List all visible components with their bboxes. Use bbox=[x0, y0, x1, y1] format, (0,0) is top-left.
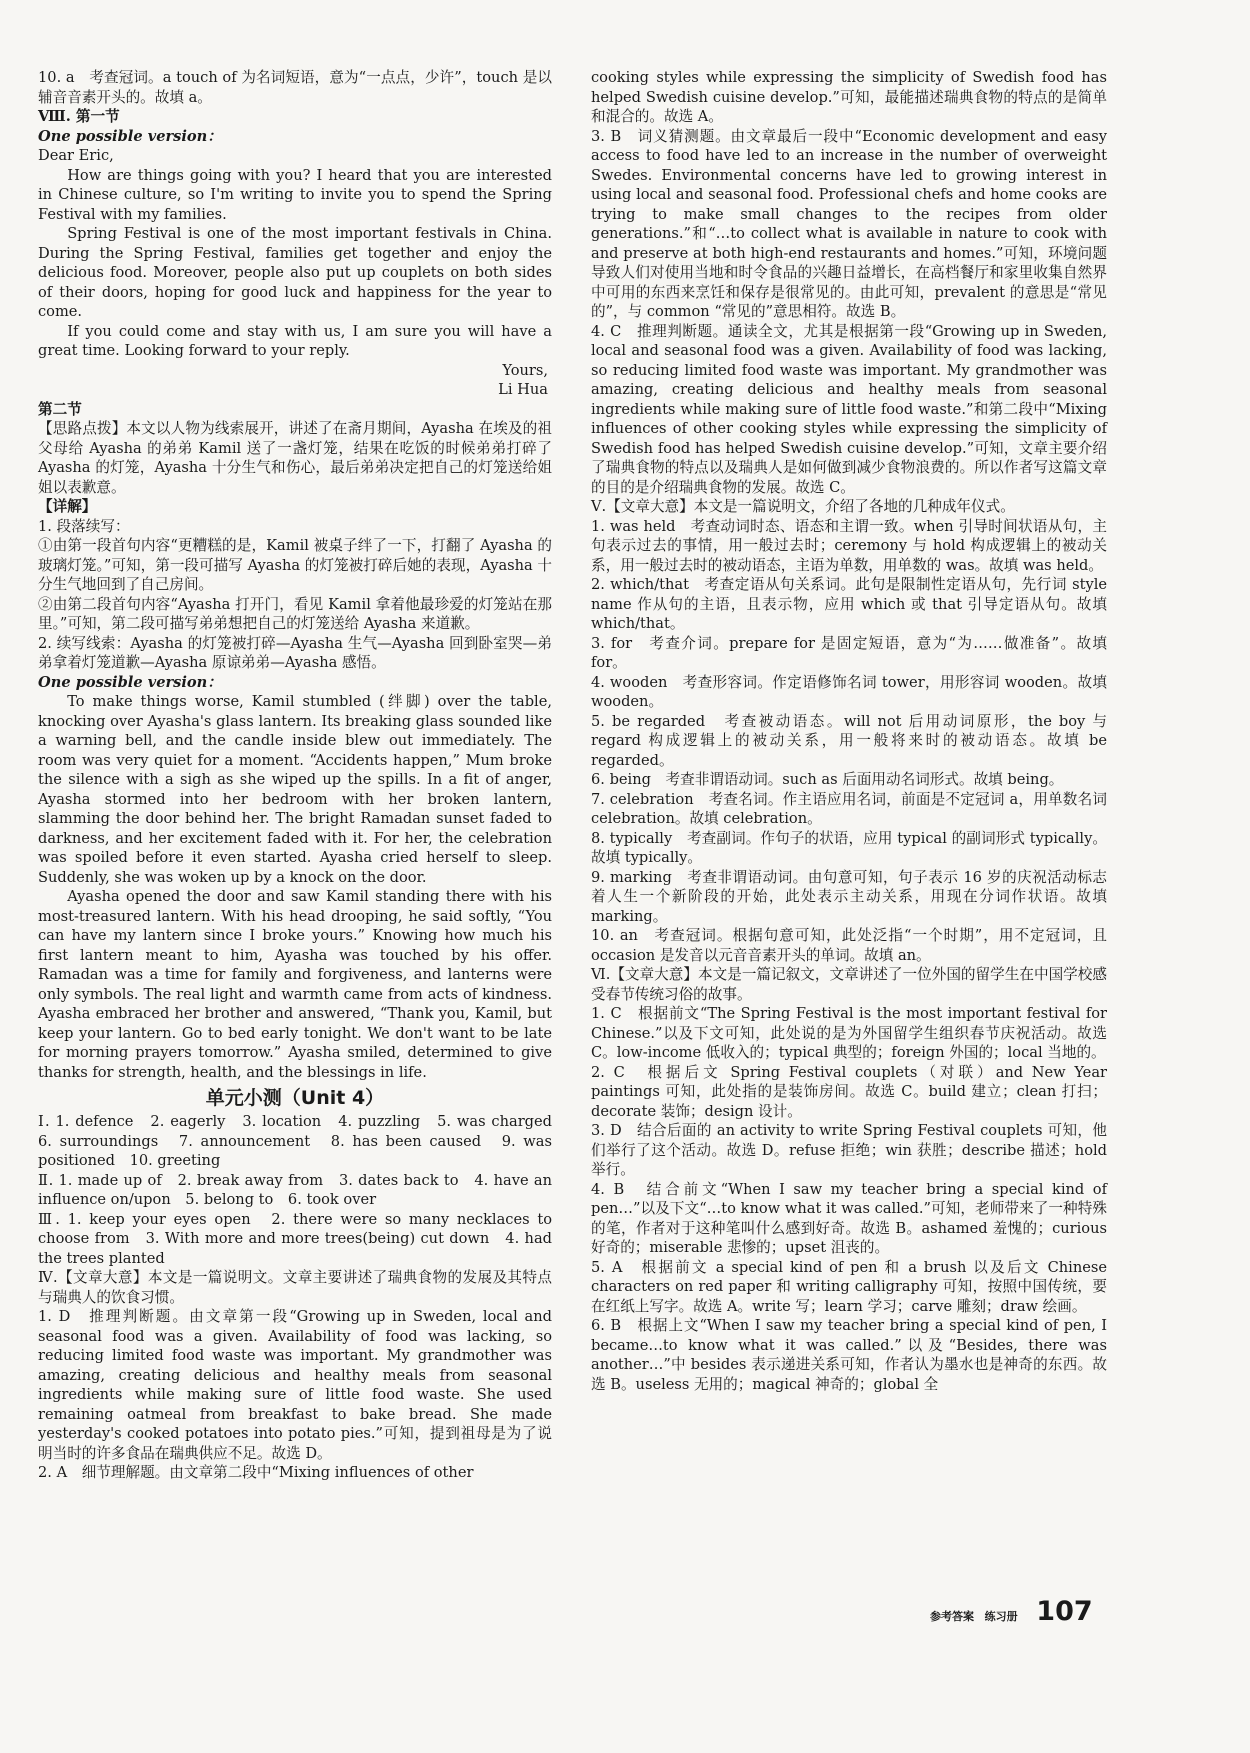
page-number: 107 bbox=[1036, 1596, 1093, 1627]
answer-item: 2. which/that 考查定语从句关系词。此句是限制性定语从句，先行词 style name 作从句的主语，且表示物，应用 which 或 that 引导定语从句。故填 which/that。 bbox=[591, 576, 1107, 632]
letter-paragraph: Spring Festival is one of the most important festivals in China. During the Spring Festival, families get together and enjoy the delicious food. Moreover, people also put up couplets on both sides of their doors, hoping for good luck and happiness for the year to come. bbox=[38, 225, 552, 320]
letter-paragraph: How are things going with you? I heard that you are interested in Chinese culture, so I'm writing to invite you to spend the Spring Festival with my families. bbox=[38, 166, 552, 223]
answer-item: 1. D 推理判断题。由文章第一段“Growing up in Sweden, local and seasonal food was a given. Availability of food was lacking, so reducing limited food waste was important. My grandmother was amazing, creating delicious and healthy meals from seasonal ingredients while making sure of little food waste. She used remaining oatmeal from breakfast to bake bread. She made yesterday's cooked potatoes into potato pies.”可知，提到祖母是为了说明当时的许多食品在瑞典供应不足。故选 D。 bbox=[38, 1308, 552, 1462]
answer-item: 5. be regarded 考查被动语态。will not 后用动词原形，the boy 与 regard 构成逻辑上的被动关系，用一般将来时的被动语态。故填 be regarded。 bbox=[591, 712, 1107, 769]
answer-item: Ⅱ. 1. made up of 2. break away from 3. dates back to 4. have an influence on/upon 5. belong to 6. took over bbox=[38, 1171, 552, 1208]
letter-salutation: Dear Eric, bbox=[38, 147, 114, 164]
footer-label-workbook: 练习册 bbox=[984, 1610, 1018, 1623]
version-label: One possible version： bbox=[38, 127, 222, 145]
analysis-paragraph: 1. 段落续写： bbox=[38, 517, 130, 535]
answer-item: 2. C 根据后文 Spring Festival couplets（对联）and New Year paintings 可知，此处指的是装饰房间。故选 C。build 建立；clean 打扫；decorate 装饰；design 设计。 bbox=[591, 1063, 1107, 1120]
version-label: One possible version： bbox=[38, 673, 222, 691]
answer-item: 8. typically 考查副词。作句子的状语，应用 typical 的副词形式 typically。故填 typically。 bbox=[591, 829, 1107, 866]
letter-closing: Yours, bbox=[502, 361, 548, 379]
section-heading: Ⅷ. 第一节 bbox=[38, 108, 120, 125]
answer-item: Ⅳ.【文章大意】本文是一篇说明文。文章主要讲述了瑞典食物的发展及其特点与瑞典人的饮食习惯。 bbox=[38, 1269, 552, 1306]
analysis-paragraph: ①由第一段首句内容“更糟糕的是，Kamil 被桌子绊了一下，打翻了 Ayasha 的玻璃灯笼。”可知，第一段可描写 Ayasha 的灯笼被打碎后她的表现，Ayasha 十分生气地回到了自己房间。 bbox=[38, 537, 552, 593]
footer-label-answers: 参考答案 bbox=[930, 1610, 974, 1623]
answer-item: 4. C 推理判断题。通读全文，尤其是根据第一段“Growing up in Sweden, local and seasonal food was a given. Availability of food was lacking, so reducing limited food waste was important. My grandmother was amazing, creating delicious and healthy meals from seasonal ingredients while making sure of little food waste.”和第二段中“Mixing influences of other cooking styles while expressing the simplicity of Swedish food has helped Swedish cuisine develop.”可知，文章主要介绍了瑞典食物的特点以及瑞典人是如何做到减少食物浪费的。所以作者写这篇文章的目的是介绍瑞典食物的发展。故选 C。 bbox=[591, 322, 1107, 496]
page-footer bbox=[930, 1596, 1093, 1627]
answer-item: 3. D 结合后面的 an activity to write Spring Festival couplets 可知，他们举行了这个活动。故选 D。refuse 拒绝；win 获胜；describe 描述；hold 举行。 bbox=[591, 1122, 1107, 1178]
answer-item: 7. celebration 考查名词。作主语应用名词，前面是不定冠词 a，用单数名词 celebration。故填 celebration。 bbox=[591, 790, 1107, 827]
analysis-paragraph: ②由第二段首句内容“Ayasha 打开门，看见 Kamil 拿着他最珍爱的灯笼站在那里。”可知，第二段可描写弟弟想把自己的灯笼送给 Ayasha 来道歉。 bbox=[38, 595, 552, 632]
answer-item: 3. for 考查介词。prepare for 是固定短语，意为“为……做准备”。故填 for。 bbox=[591, 634, 1107, 671]
answer-item: 3. B 词义猜测题。由文章最后一段中“Economic development and easy access to food have led to an increase in the number of overweight Swedes. Environmental concerns have led to growing interest in using local and seasonal food. Professional chefs and home cooks are trying to make small changes to the recipes from older generations.”和“…to collect what is available in nature to cook with and preserve at both high-end restaurants and homes.”可知，环境问题导致人们对使用当地和时令食品的兴趣日益增长，在高档餐厅和家里收集自然界中可用的东西来烹饪和保存是很常见的。由此可知，prevalent 的意思是“常见的”，与 common “常见的”意思相符。故选 B。 bbox=[591, 127, 1107, 320]
answer-item: Ⅵ.【文章大意】本文是一篇记叙文，文章讲述了一位外国的留学生在中国学校感受春节传统习俗的故事。 bbox=[591, 966, 1107, 1003]
answer-item: 10. an 考查冠词。根据句意可知，此处泛指“一个时期”，用不定冠词，且 occasion 是发音以元音音素开头的单词。故填 an。 bbox=[591, 927, 1107, 964]
answer-item: 6. B 根据上文“When I saw my teacher bring a special kind of pen, I became…to know what it was called.”以及“Besides, there was another…”中 besides 表示递进关系可知，作者认为墨水也是神奇的东西。故选 B。useless 无用的；magical 神奇的；global 全 bbox=[591, 1317, 1107, 1393]
answer-item: Ⅲ. 1. keep your eyes open 2. there were so many necklaces to choose from 3. With more and more trees(being) cut down 4. had the trees planted bbox=[38, 1210, 552, 1267]
answer-item: 5. A 根据前文 a special kind of pen 和 a brush 以及后文 Chinese characters on red paper 和 writing calligraphy 可知，按照中国传统，要在红纸上写字。故选 A。write 写；learn 学习；carve 雕刻；draw 绘画。 bbox=[591, 1258, 1107, 1315]
answer-item: cooking styles while expressing the simplicity of Swedish food has helped Swedish cuisine develop.”可知，最能描述瑞典食物的特点的是简单和混合的。故选 A。 bbox=[591, 69, 1107, 125]
answer-item: 4. B 结合前文“When I saw my teacher bring a special kind of pen…”以及下文“…to know what it was called.”可知，老师带来了一种特殊的笔，作者对于这种笔叫什么感到好奇。故选 B。ashamed 羞愧的；curious 好奇的；miserable 悲惨的；upset 沮丧的。 bbox=[591, 1180, 1107, 1256]
answer-item: 2. A 细节理解题。由文章第二段中“Mixing influences of other bbox=[38, 1464, 474, 1481]
detail-heading: 【详解】 bbox=[38, 498, 97, 515]
section-heading: 第二节 bbox=[38, 400, 82, 418]
answer-item: 1. was held 考查动词时态、语态和主谓一致。when 引导时间状语从句，主句表示过去的事情，用一般过去时；ceremony 与 hold 构成逻辑上的被动关系，用一般过去时的被动语态，主语为单数，用单数的 was。故填 was held。 bbox=[591, 517, 1107, 574]
answer-item: 1. C 根据前文“The Spring Festival is the most important festival for Chinese.”以及下文可知，此处说的是为外国留学生组织春节庆祝活动。故选 C。low-income 低收入的；typical 典型的；foreign 外国的；local 当地的。 bbox=[591, 1005, 1107, 1061]
analysis-paragraph: 2. 续写线索：Ayasha 的灯笼被打碎—Ayasha 生气—Ayasha 回到卧室哭—弟弟拿着灯笼道歉—Ayasha 原谅弟弟—Ayasha 感悟。 bbox=[38, 634, 552, 671]
answer-item: Ⅴ.【文章大意】本文是一篇说明文，介绍了各地的几种成年仪式。 bbox=[591, 498, 1015, 515]
analysis-paragraph: 【思路点拨】本文以人物为线索展开，讲述了在斋月期间，Ayasha 在埃及的祖父母给 Ayasha 的弟弟 Kamil 送了一盏灯笼，结果在吃饭的时候弟弟打碎了 Ayasha 的灯笼，Ayasha 十分生气和伤心，最后弟弟决定把自己的灯笼送给姐姐以表歉意。 bbox=[38, 420, 552, 496]
answer-item: 10. a 考查冠词。a touch of 为名词短语，意为“一点点，少许”，touch 是以辅音音素开头的。故填 a。 bbox=[38, 69, 552, 106]
story-paragraph: Ayasha opened the door and saw Kamil standing there with his most-treasured lantern. With his head drooping, he said softly, “You can have my lantern since I broke yours.” Knowing how much his first lantern meant to him, Ayasha was touched by his offer. Ramadan was a time for family and forgiveness, and lanterns were only symbols. The real light and warmth came from acts of kindness. Ayasha embraced her brother and answered, “Thank you, Kamil, but keep your lantern. Go to bed early tonight. We don't want to be late for morning prayers tomorrow.” Ayasha smiled, determined to give thanks for strength, health, and the blessings in life. bbox=[38, 888, 552, 1081]
left-column bbox=[38, 68, 567, 1483]
answer-item: 9. marking 考查非谓语动词。由句意可知，句子表示 16 岁的庆祝活动标志着人生一个新阶段的开始，此处表示主动关系，用现在分词作状语。故填 marking。 bbox=[591, 868, 1107, 925]
answer-item: 6. being 考查非谓语动词。such as 后面用动名词形式。故填 being。 bbox=[591, 771, 1064, 788]
story-paragraph: To make things worse, Kamil stumbled (绊脚) over the table, knocking over Ayasha's glass lantern. Its breaking glass sounded like a warning bell, and the candle inside blew out immediately. The room was very quiet for a moment. “Accidents happen,” Mum broke the silence with a sigh as she wiped up the spills. In a fit of anger, Ayasha stormed into her bedroom with her broken lantern, slamming the door behind her. The bright Ramadan sunset faded to darkness, and her excitement faded with it. For her, the celebration was spoiled before it even started. Ayasha cried herself to sleep. Suddenly, she was woken up by a knock on the door. bbox=[38, 693, 552, 886]
right-column bbox=[591, 68, 1107, 1394]
letter-signature: Li Hua bbox=[498, 381, 548, 398]
unit-test-title: 单元小测（Unit 4） bbox=[205, 1087, 385, 1109]
answer-item: Ⅰ. 1. defence 2. eagerly 3. location 4. puzzling 5. was charged 6. surroundings 7. announcement 8. has been caused 9. was positioned 10. greeting bbox=[38, 1113, 567, 1169]
letter-paragraph: If you could come and stay with us, I am sure you will have a great time. Looking forward to your reply. bbox=[38, 322, 552, 359]
answer-item: 4. wooden 考查形容词。作定语修饰名词 tower，用形容词 wooden。故填 wooden。 bbox=[591, 673, 1107, 710]
